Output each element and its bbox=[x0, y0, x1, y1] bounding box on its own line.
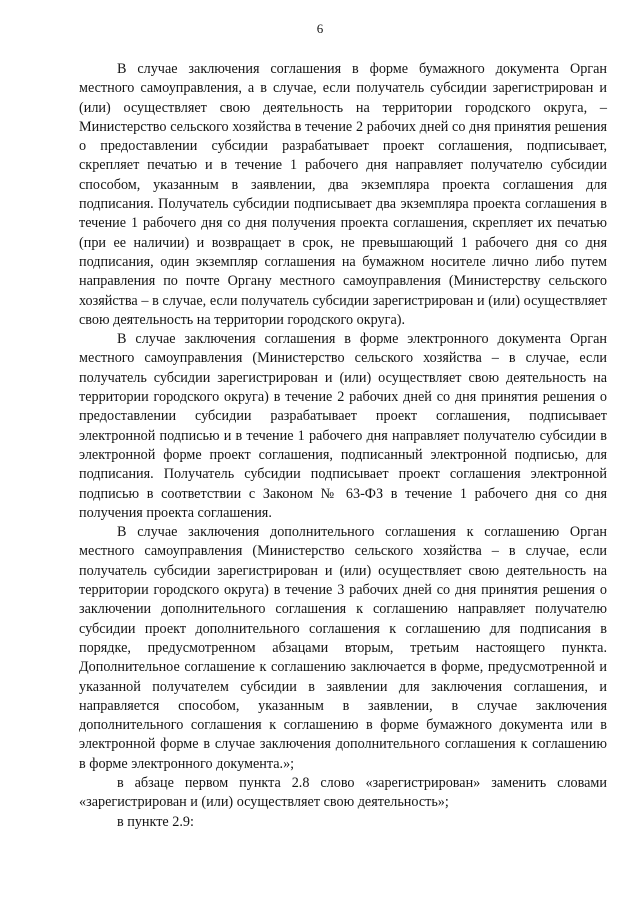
paragraph-amendment-2-8: в абзаце первом пункта 2.8 слово «зарегистрирован» заменить словами «зарегистрирован и (или) осуществляет свою деятельность»; bbox=[79, 774, 607, 811]
paragraph-additional-agreement: В случае заключения дополнительного соглашения к соглашению Орган местного самоуправления (Министерство сельского хозяйства – в случае, если получатель субсидии зарегистрирован и (или) осуществляет свою деятельность на территории городского округа) в течение 3 рабочих дней со дня принятия решения о заключении дополнительного соглашения к соглашению направляет получателю субсидии проект дополнительного соглашения к соглашению для подписания в порядке, предусмотренном абзацами вторым, третьим настоящего пункта. Дополнительное соглашение к соглашению заключается в форме, предусмотренной и указанной получателем субсидии в заявлении для заключения соглашения, и направляется способом, указанным в заявлении, в случае заключения дополнительного соглашения к соглашению в форме бумажного документа или в электронной форме в случае заключения дополнительного соглашения к соглашению в форме электронного документа.»; bbox=[79, 524, 607, 772]
paragraph-electronic-agreement: В случае заключения соглашения в форме электронного документа Орган местного самоуправления (Министерство сельского хозяйства – в случае, если получатель субсидии зарегистрирован и (или) осуществляет свою деятельность на территории городского округа) в течение 2 рабочих дней со дня принятия решения о предоставлении субсидии разрабатывает проект соглашения, подписывает электронной подписью и в течение 1 рабочего дня направляет получателю субсидии в электронной форме проект соглашения, подписанный электронной подписью, для подписания. Получатель субсидии подписывает проект соглашения электронной подписью в соответствии с Законом № 63-ФЗ в течение 1 рабочего дня со дня получения проекта соглашения. bbox=[79, 331, 607, 521]
page-number: 6 bbox=[316, 21, 324, 36]
paragraph-paper-agreement: В случае заключения соглашения в форме бумажного документа Орган местного самоуправления, а в случае, если получатель субсидии зарегистрирован и (или) осуществляет свою деятельность на территории городского округа, – Министерство сельского хозяйства в течение 2 рабочих дней со дня принятия решения о предоставлении субсидии разрабатывает проект соглашения, подписывает, скрепляет печатью и в течение 1 рабочего дня направляет получателю субсидии способом, указанным в заявлении, два экземпляра проекта соглашения для подписания. Получатель субсидии подписывает два экземпляра проекта соглашения в течение 1 рабочего дня со дня получения проекта соглашения, скрепляет их печатью (при ее наличии) и возвращает в срок, не превышающий 1 рабочего дня со дня подписания, один экземпляр соглашения на бумажном носителе лично либо путем направления по почте Органу местного самоуправления (Министерству сельского хозяйства – в случае, если получатель субсидии зарегистрирован и (или) осуществляет свою деятельность на территории городского округа). bbox=[79, 61, 607, 328]
paragraph-amendment-2-9: в пункте 2.9: bbox=[117, 813, 194, 830]
document-body bbox=[79, 60, 607, 832]
